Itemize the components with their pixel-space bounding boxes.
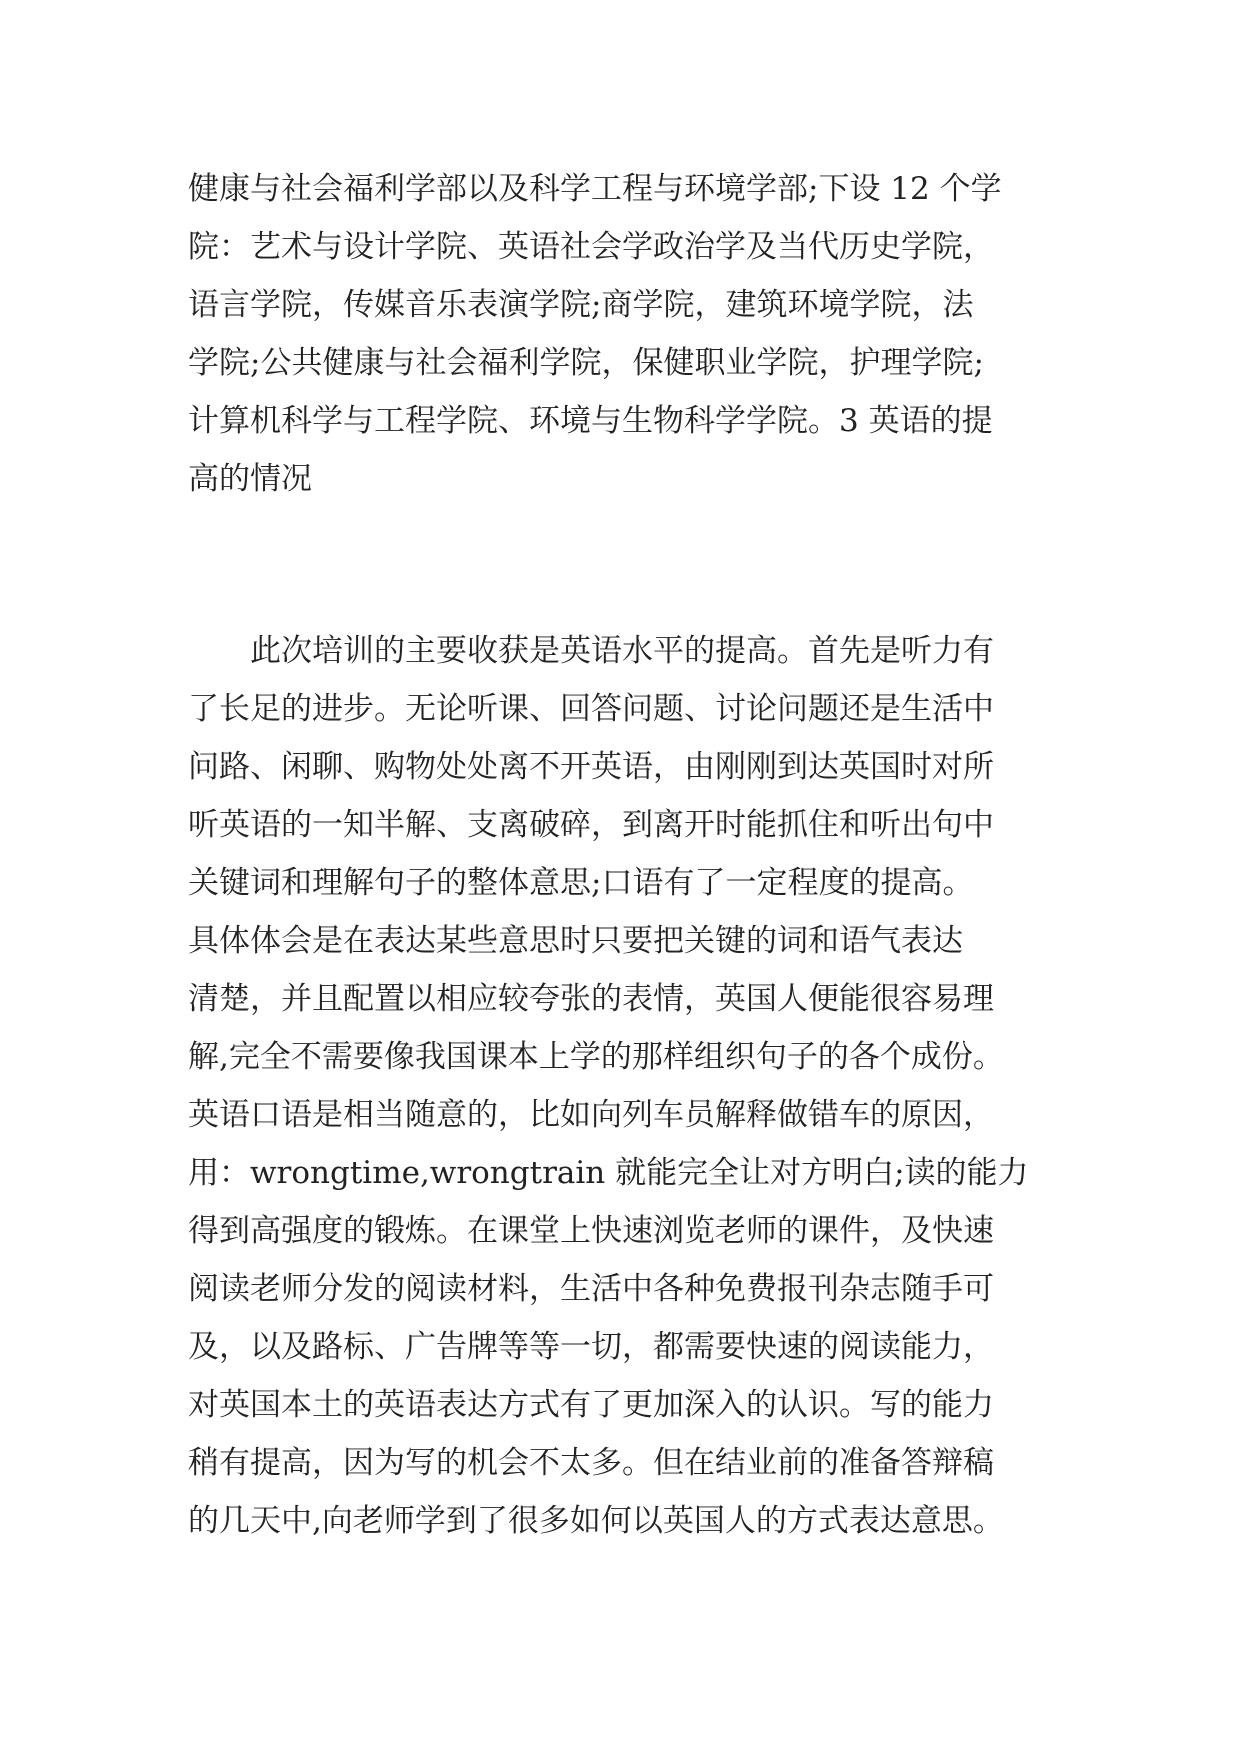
- paragraph-faculties: [188, 160, 1068, 508]
- text-line: 问路、闲聊、购物处处离不开英语，由刚刚到达英国时对所: [188, 749, 994, 785]
- text-line: 的几天中,向老师学到了很多如何以英国人的方式表达意思。: [188, 1503, 1004, 1539]
- text-line: 阅读老师分发的阅读材料，生活中各种免费报刊杂志随手可: [188, 1271, 994, 1307]
- text-line: 健康与社会福利学部以及科学工程与环境学部;下设 12 个学: [188, 171, 1002, 207]
- text-line: 清楚，并且配置以相应较夸张的表情，英国人便能很容易理: [188, 981, 994, 1017]
- text-line: 解,完全不需要像我国课本上学的那样组织句子的各个成份。: [188, 1039, 1004, 1075]
- text-line: 高的情况: [188, 461, 312, 497]
- paragraph-english-improvement: [188, 622, 1068, 1550]
- text-line: 计算机科学与工程学院、环境与生物科学学院。3 英语的提: [188, 403, 993, 439]
- text-line: 了长足的进步。无论听课、回答问题、讨论问题还是生活中: [188, 691, 994, 727]
- text-line: 听英语的一知半解、支离破碎，到离开时能抓住和听出句中: [188, 807, 994, 843]
- text-line: 此次培训的主要收获是英语水平的提高。首先是听力有: [250, 633, 994, 669]
- text-line: 具体体会是在表达某些意思时只要把关键的词和语气表达: [188, 923, 963, 959]
- text-line: 得到高强度的锻炼。在课堂上快速浏览老师的课件，及快速: [188, 1213, 994, 1249]
- text-line: 语言学院，传媒音乐表演学院;商学院，建筑环境学院，法: [188, 287, 974, 323]
- text-line: 英语口语是相当随意的，比如向列车员解释做错车的原因，: [188, 1097, 994, 1133]
- text-line: 稍有提高，因为写的机会不太多。但在结业前的准备答辩稿: [188, 1445, 994, 1481]
- text-line: 关键词和理解句子的整体意思;口语有了一定程度的提高。: [188, 865, 974, 901]
- text-line: 对英国本土的英语表达方式有了更加深入的认识。写的能力: [188, 1387, 994, 1423]
- text-line: 院：艺术与设计学院、英语社会学政治学及当代历史学院，: [188, 229, 994, 265]
- text-line: 学院;公共健康与社会福利学院，保健职业学院，护理学院;: [188, 345, 984, 381]
- text-line: 及，以及路标、广告牌等等一切，都需要快速的阅读能力，: [188, 1329, 994, 1365]
- text-line: 用：wrongtime,wrongtrain 就能完全让对方明白;读的能力: [188, 1155, 1029, 1191]
